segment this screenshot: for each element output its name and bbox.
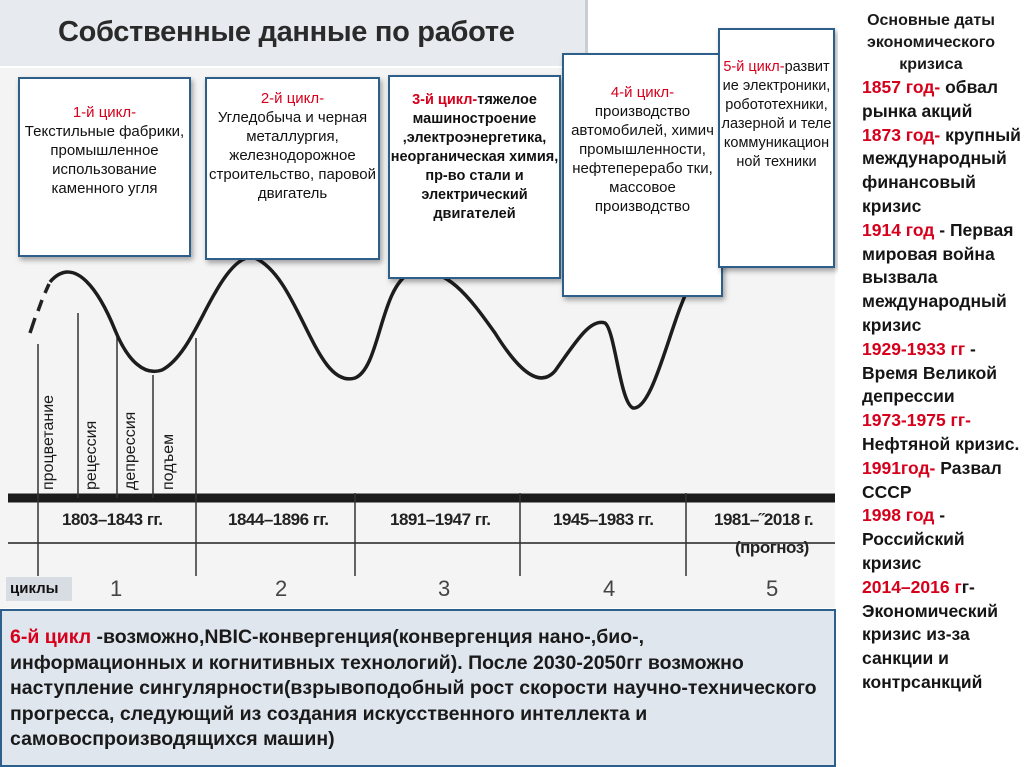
cycle-2-box bbox=[205, 77, 380, 260]
crisis-text: - Время Великой депрессии bbox=[862, 338, 998, 407]
crisis-item bbox=[862, 338, 1024, 409]
crisis-date: 1998 год bbox=[862, 505, 935, 526]
period-5: 1981–˝2018 г. bbox=[714, 510, 814, 529]
period-4: 1945–1983 гг. bbox=[553, 510, 654, 529]
crisis-date: 1857 год- bbox=[862, 77, 941, 97]
crisis-text: - Российский кризис bbox=[862, 505, 965, 573]
cycle-2-text: Угледобыча и черная металлургия, железнодорожное строительство, паровой двигатель bbox=[208, 109, 377, 202]
crisis-date: 1914 год bbox=[862, 219, 935, 240]
cycle-3-head: 3-й цикл- bbox=[412, 92, 478, 108]
cycle-1-text: Текстильные фабрики, промышленное использование каменного угля bbox=[24, 123, 185, 197]
cycle-4-text: производство автомобилей, химич промышленности, нефтеперерабо тки, массовое производство bbox=[571, 103, 714, 215]
cycle-number-4: 4 bbox=[603, 576, 616, 601]
cycle-4-head: 4-й цикл- bbox=[610, 84, 675, 101]
cycle-5-box bbox=[718, 28, 835, 268]
crisis-dates-panel bbox=[838, 0, 1024, 767]
title-bar bbox=[0, 0, 588, 66]
crisis-item bbox=[862, 76, 1024, 124]
cycle-number-5: 5 bbox=[766, 576, 779, 601]
cycle-3-box bbox=[388, 75, 561, 279]
cycle-5-head: 5-й цикл- bbox=[723, 59, 785, 75]
sixth-cycle-box bbox=[0, 609, 836, 767]
crisis-date: 1973-1975 гг- bbox=[862, 410, 971, 431]
phase-recession: рецессия bbox=[83, 420, 100, 490]
crisis-dates-heading: Основные даты экономического кризиса bbox=[867, 12, 995, 73]
phase-depression: депрессия bbox=[122, 411, 139, 490]
crisis-text: г- Экономический кризис из-за санкции и контрсанкций bbox=[862, 576, 999, 692]
crisis-date: 1873 год- bbox=[862, 124, 941, 145]
sixth-cycle-head: 6-й цикл bbox=[10, 626, 92, 648]
crisis-date: 2014–2016 г bbox=[862, 576, 962, 597]
period-5-forecast: (прогноз) bbox=[735, 538, 809, 557]
cycle-number-1: 1 bbox=[110, 576, 123, 601]
period-2: 1844–1896 гг. bbox=[228, 510, 329, 529]
cycle-number-2: 2 bbox=[275, 576, 288, 601]
cycle-number-3: 3 bbox=[438, 576, 451, 601]
crisis-date: 1991год- bbox=[862, 457, 936, 478]
wave-start-dashed bbox=[30, 284, 49, 333]
cycle-1-box bbox=[18, 77, 191, 257]
cycles-label: циклы bbox=[6, 577, 72, 601]
crisis-item bbox=[862, 124, 1024, 219]
cycle-3-text: тяжелое машиностроение ,электроэнергетика, неорганическая химия, пр-во стали и электрический двигателей bbox=[390, 92, 559, 222]
crisis-item bbox=[862, 576, 1024, 695]
crisis-text: обвал рынка акций bbox=[862, 77, 998, 121]
crisis-text: Нефтяной кризис. bbox=[862, 433, 1020, 454]
crisis-item bbox=[862, 504, 1024, 575]
crisis-item bbox=[862, 219, 1024, 338]
crisis-date: 1929-1933 гг bbox=[862, 338, 966, 359]
period-1: 1803–1843 гг. bbox=[62, 510, 163, 529]
sixth-cycle-text: -возможно,NBIC-конвергенция(конвергенция нано-,био-, информационных и когнитивных технологий). После 2030-2050гг возможно наступление сингулярности(взрывоподобный рост скорости научно-технического прогресса, следующий из создания искусственного интеллекта и самовоспроизводящихся машин) bbox=[10, 626, 817, 750]
crisis-text: крупный международный финансовый кризис bbox=[862, 124, 1021, 216]
crisis-item bbox=[862, 409, 1024, 457]
crisis-text: - Первая мировая война вызвала международный кризис bbox=[862, 219, 1014, 335]
period-3: 1891–1947 гг. bbox=[390, 510, 491, 529]
crisis-item bbox=[862, 457, 1024, 505]
cycle-1-head: 1-й цикл- bbox=[72, 104, 137, 121]
phase-prosperity: процветание bbox=[40, 394, 57, 490]
phase-recovery: подъем bbox=[160, 433, 177, 490]
cycle-2-head: 2-й цикл- bbox=[260, 90, 325, 107]
crisis-list bbox=[838, 76, 1024, 695]
cycle-5-text: развитие электроники, робототехники, лазерной и телекоммуникационной техники bbox=[721, 59, 832, 170]
cycle-4-box bbox=[562, 53, 723, 297]
crisis-text: Развал СССР bbox=[862, 457, 1002, 502]
page-title: Собственные данные по работе bbox=[58, 16, 515, 48]
